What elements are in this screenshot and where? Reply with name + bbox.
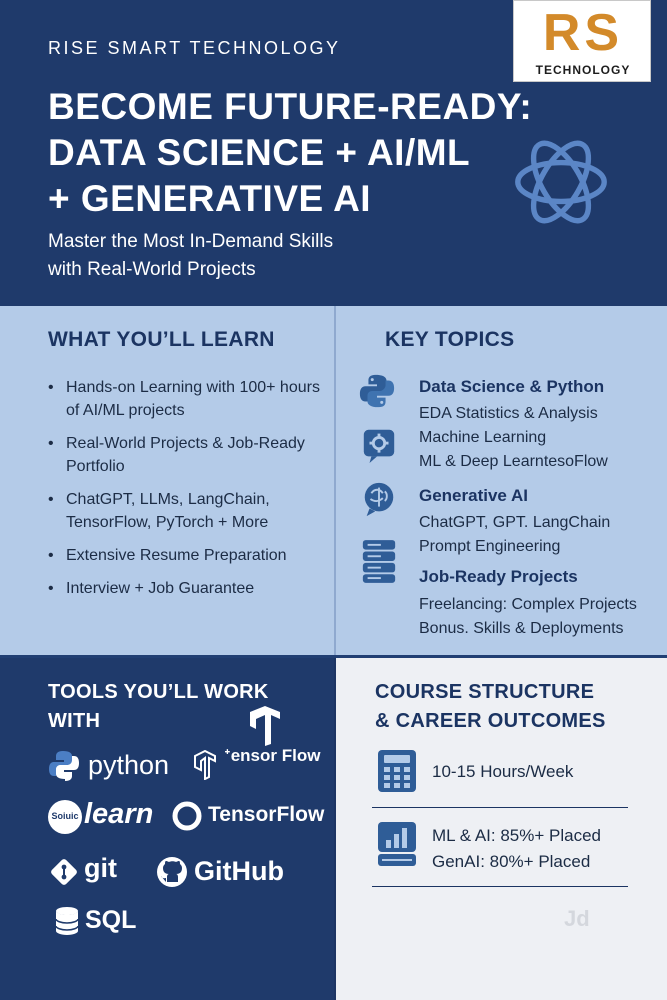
calculator-icon <box>376 748 418 794</box>
headline-line-1: BECOME FUTURE-READY: <box>48 86 533 127</box>
database-icon <box>55 906 79 936</box>
git-icon <box>48 856 80 888</box>
topic-line: EDA Statistics & Analysis <box>419 405 598 422</box>
subheading <box>48 228 333 284</box>
tensorflow-label: TensorFlow <box>208 803 325 826</box>
list-item: • Real-World Projects & Job-Ready Portfolio <box>48 432 328 478</box>
topic-title-generative-ai: Generative AI <box>419 486 528 505</box>
logo-caption: TECHNOLOGY <box>535 63 631 77</box>
topic-line: ChatGPT, GPT. LangChain <box>419 514 611 531</box>
headline-line-2: DATA SCIENCE + AI/ML <box>48 132 471 173</box>
list-item: • Hands-on Learning with 100+ hours of AI/ML projects <box>48 376 328 422</box>
tensorflow-small-label: ᐩensor Flow <box>224 746 321 765</box>
chart-monitor-icon <box>376 820 418 868</box>
sklearn-badge-label: Soiuic <box>51 811 79 821</box>
tensorflow-small-icon <box>192 750 218 780</box>
database-stack-icon <box>360 538 398 584</box>
topic-line: Freelancing: Complex Projects <box>419 596 637 613</box>
list-item: • Extensive Resume Preparation <box>48 544 328 567</box>
github-label: GitHub <box>194 856 284 886</box>
tools-title <box>48 678 269 736</box>
topic-line: Bonus. Skills & Deployments <box>419 620 624 637</box>
page-title <box>48 84 532 222</box>
topic-line: Prompt Engineering <box>419 538 561 555</box>
python-icon <box>358 372 396 410</box>
hours-per-week: 10-15 Hours/Week <box>432 762 574 781</box>
list-item: • Interview + Job Guarantee <box>48 577 328 600</box>
topic-title-data-science: Data Science & Python <box>419 377 605 396</box>
ml-ai-placement: ML & AI: 85%+ Placed <box>432 826 601 845</box>
course-title <box>375 678 606 736</box>
sklearn-label: learn <box>84 798 154 830</box>
logo-letters: RS <box>542 4 624 62</box>
rs-technology-logo <box>513 0 651 82</box>
topics-title: KEY TOPICS <box>385 328 515 351</box>
python-logo-icon <box>48 750 80 782</box>
learn-title: WHAT YOU’LL LEARN <box>48 328 275 351</box>
divider <box>372 886 628 887</box>
topic-title-job-ready: Job-Ready Projects <box>419 567 578 586</box>
sql-label: SQL <box>85 906 137 934</box>
genai-placement: GenAI: 80%+ Placed <box>432 852 591 871</box>
openai-knot-icon <box>507 128 615 236</box>
topic-line: ML & Deep LearntesoFlow <box>419 453 608 470</box>
topic-line: Machine Learning <box>419 429 547 446</box>
tensorflow-ring-icon <box>171 800 203 832</box>
list-item: • ChatGPT, LLMs, LangChain, TensorFlow, PyTorch + More <box>48 488 328 534</box>
course-title-line-1: COURSE STRUCTURE <box>375 681 595 703</box>
tools-title-line-2: WITH <box>48 710 101 732</box>
watermark: Jd <box>564 906 590 931</box>
github-icon <box>155 855 189 889</box>
panel-divider <box>334 306 336 655</box>
subhead-line-1: Master the Most In-Demand Skills <box>48 231 334 252</box>
tensorflow-icon <box>248 706 282 746</box>
course-title-line-2: & CAREER OUTCOMES <box>375 710 606 732</box>
headline-line-3: + GENERATIVE AI <box>48 178 372 219</box>
gear-chat-icon <box>360 426 398 464</box>
divider <box>372 807 628 808</box>
subhead-line-2: with Real-World Projects <box>48 259 256 280</box>
python-label: python <box>88 750 170 780</box>
brand-name: RISE SMART TECHNOLOGY <box>48 38 341 58</box>
git-label: git <box>84 853 117 883</box>
tools-title-line-1: TOOLS YOU’LL WORK <box>48 681 269 703</box>
brain-icon <box>360 480 398 518</box>
learn-list <box>48 376 328 610</box>
